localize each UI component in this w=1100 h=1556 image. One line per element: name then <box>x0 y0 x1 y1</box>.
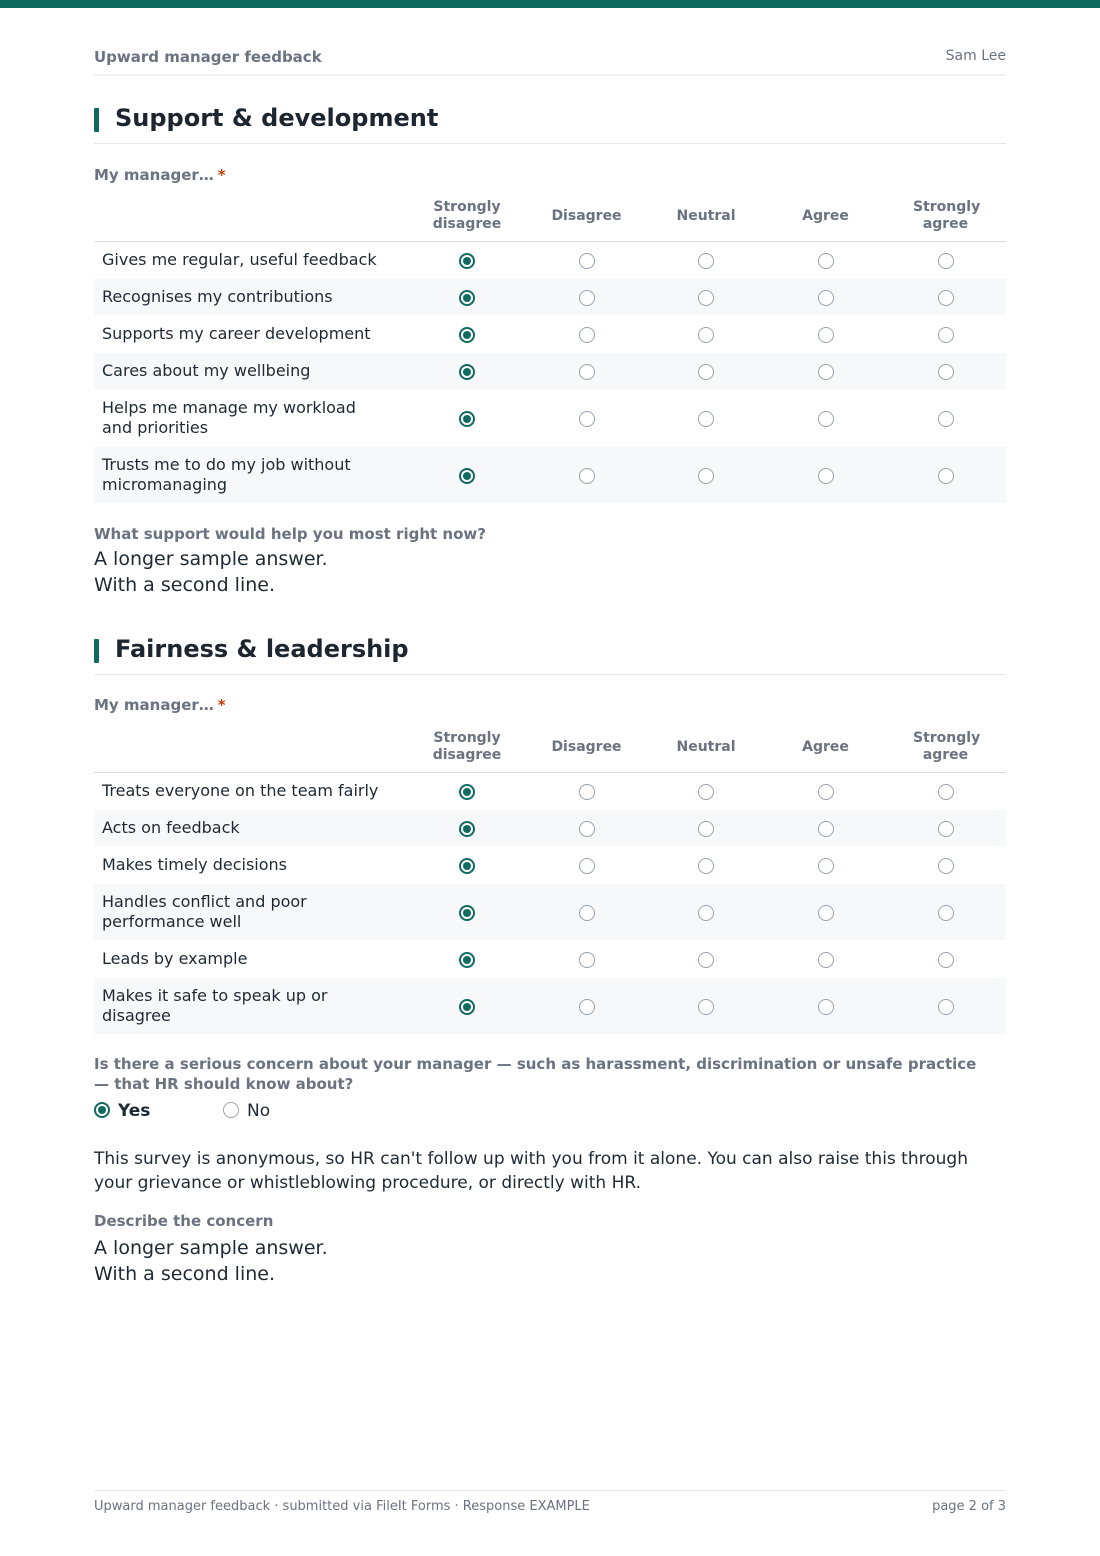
radio-cell <box>527 241 646 278</box>
required-marker: * <box>217 696 226 714</box>
radio-empty-icon[interactable] <box>938 952 954 968</box>
row-statement: Gives me regular, useful feedback <box>94 241 407 278</box>
radio-cell <box>407 389 527 446</box>
radio-cell <box>407 352 527 389</box>
radio-empty-icon[interactable] <box>938 784 954 800</box>
open-answer <box>94 546 1006 598</box>
radio-empty-icon[interactable] <box>818 411 834 427</box>
answer-line: With a second line. <box>94 1263 275 1285</box>
page-number: page 2 of 3 <box>932 1499 1006 1514</box>
radio-cell <box>766 389 885 446</box>
answer-line: With a second line. <box>94 573 275 596</box>
scale-header: Agree <box>766 192 885 241</box>
radio-empty-icon[interactable] <box>579 468 595 484</box>
radio-selected-icon[interactable] <box>459 468 475 484</box>
radio-cell <box>766 809 885 846</box>
radio-empty-icon[interactable] <box>698 905 714 921</box>
radio-selected-icon[interactable] <box>459 364 475 380</box>
radio-cell <box>407 446 527 503</box>
radio-empty-icon[interactable] <box>579 905 595 921</box>
row-statement: Cares about my wellbeing <box>94 352 407 389</box>
likert-header-row <box>94 192 1006 241</box>
radio-empty-icon[interactable] <box>818 253 834 269</box>
table-row <box>94 446 1006 503</box>
scale-header: Strongly disagree <box>407 723 527 772</box>
radio-cell <box>766 977 885 1034</box>
page-footer <box>94 1490 1006 1514</box>
radio-cell <box>646 772 766 809</box>
radio-cell <box>407 772 527 809</box>
radio-cell <box>527 352 646 389</box>
radio-cell <box>646 809 766 846</box>
footer-info: Upward manager feedback · submitted via FileIt Forms · Response EXAMPLE <box>94 1499 590 1514</box>
radio-cell <box>646 446 766 503</box>
top-accent-bar <box>0 0 1100 8</box>
radio-cell <box>885 940 1006 977</box>
row-statement: Supports my career development <box>94 315 407 352</box>
radio-empty-icon[interactable] <box>579 952 595 968</box>
radio-cell <box>407 940 527 977</box>
concern-option-yes[interactable] <box>94 1101 150 1121</box>
radio-selected-icon[interactable] <box>459 784 475 800</box>
radio-empty-icon[interactable] <box>579 999 595 1015</box>
radio-empty-icon[interactable] <box>579 821 595 837</box>
radio-empty-icon[interactable] <box>223 1102 239 1118</box>
radio-cell <box>527 809 646 846</box>
table-row <box>94 389 1006 446</box>
radio-empty-icon[interactable] <box>938 364 954 380</box>
radio-selected-icon[interactable] <box>459 952 475 968</box>
grid-question-label <box>94 696 1006 714</box>
radio-cell <box>885 278 1006 315</box>
radio-cell <box>766 241 885 278</box>
radio-empty-icon[interactable] <box>818 905 834 921</box>
radio-cell <box>407 846 527 883</box>
radio-empty-icon[interactable] <box>698 290 714 306</box>
radio-selected-icon[interactable] <box>459 411 475 427</box>
grid-question-label <box>94 166 1006 184</box>
radio-cell <box>885 883 1006 940</box>
radio-cell <box>766 883 885 940</box>
radio-selected-icon[interactable] <box>459 858 475 874</box>
radio-cell <box>527 772 646 809</box>
section-heading <box>94 635 1006 675</box>
open-question-label: What support would help you most right now? <box>94 524 486 543</box>
option-label: Yes <box>118 1101 151 1121</box>
concern-question <box>94 1054 1006 1094</box>
radio-empty-icon[interactable] <box>938 290 954 306</box>
radio-cell <box>885 315 1006 352</box>
radio-cell <box>885 352 1006 389</box>
radio-empty-icon[interactable] <box>938 858 954 874</box>
radio-cell <box>527 846 646 883</box>
radio-empty-icon[interactable] <box>818 952 834 968</box>
row-statement: Acts on feedback <box>94 809 407 846</box>
table-row <box>94 772 1006 809</box>
radio-cell <box>646 241 766 278</box>
row-statement: Treats everyone on the team fairly <box>94 772 407 809</box>
scale-header: Agree <box>766 723 885 772</box>
radio-empty-icon[interactable] <box>938 253 954 269</box>
option-label: No <box>247 1101 271 1121</box>
likert-grid <box>94 192 1006 504</box>
radio-cell <box>885 977 1006 1034</box>
radio-empty-icon[interactable] <box>818 784 834 800</box>
section-accent-bar <box>94 639 99 663</box>
radio-cell <box>527 389 646 446</box>
radio-empty-icon[interactable] <box>938 468 954 484</box>
likert-header-row <box>94 723 1006 772</box>
radio-selected-icon[interactable] <box>94 1102 110 1118</box>
radio-cell <box>527 940 646 977</box>
table-row <box>94 977 1006 1034</box>
table-row <box>94 883 1006 940</box>
table-row <box>94 352 1006 389</box>
answer-line: A longer sample answer. <box>94 547 328 570</box>
row-statement: Handles conflict and poor performance well <box>94 883 407 940</box>
section-support-development <box>94 104 1006 598</box>
radio-empty-icon[interactable] <box>698 858 714 874</box>
radio-selected-icon[interactable] <box>459 290 475 306</box>
table-row <box>94 278 1006 315</box>
radio-empty-icon[interactable] <box>698 784 714 800</box>
table-row <box>94 241 1006 278</box>
radio-selected-icon[interactable] <box>459 327 475 343</box>
row-statement: Leads by example <box>94 940 407 977</box>
radio-cell <box>766 772 885 809</box>
radio-cell <box>646 352 766 389</box>
scale-header: Strongly disagree <box>407 192 527 241</box>
radio-selected-icon[interactable] <box>459 999 475 1015</box>
section-heading <box>94 104 1006 144</box>
radio-cell <box>766 940 885 977</box>
radio-cell <box>407 315 527 352</box>
radio-cell <box>527 977 646 1034</box>
respondent-name: Sam Lee <box>945 48 1006 64</box>
concern-option-no[interactable] <box>223 1101 270 1121</box>
radio-cell <box>766 315 885 352</box>
row-statement: Trusts me to do my job without micromanaging <box>94 446 407 503</box>
radio-empty-icon[interactable] <box>579 290 595 306</box>
radio-cell <box>885 389 1006 446</box>
radio-empty-icon[interactable] <box>698 327 714 343</box>
scale-header: Strongly agree <box>885 723 1006 772</box>
radio-empty-icon[interactable] <box>818 821 834 837</box>
concern-answer <box>94 1235 1006 1287</box>
row-statement: Makes it safe to speak up or disagree <box>94 977 407 1034</box>
section-title: Fairness & leadership <box>115 635 409 663</box>
describe-concern-label: Describe the concern <box>94 1212 274 1230</box>
radio-empty-icon[interactable] <box>938 905 954 921</box>
radio-empty-icon[interactable] <box>698 999 714 1015</box>
radio-cell <box>527 446 646 503</box>
answer-line: A longer sample answer. <box>94 1237 328 1259</box>
radio-cell <box>766 846 885 883</box>
section-title: Support & development <box>115 104 439 132</box>
radio-empty-icon[interactable] <box>579 858 595 874</box>
scale-header: Disagree <box>527 723 646 772</box>
radio-cell <box>646 315 766 352</box>
table-row <box>94 315 1006 352</box>
radio-cell <box>885 241 1006 278</box>
radio-empty-icon[interactable] <box>818 468 834 484</box>
scale-header: Neutral <box>646 192 766 241</box>
likert-grid <box>94 723 1006 1035</box>
radio-empty-icon[interactable] <box>818 364 834 380</box>
radio-empty-icon[interactable] <box>938 821 954 837</box>
radio-empty-icon[interactable] <box>938 411 954 427</box>
radio-empty-icon[interactable] <box>818 999 834 1015</box>
section-accent-bar <box>94 108 99 132</box>
radio-cell <box>885 772 1006 809</box>
radio-cell <box>407 809 527 846</box>
radio-empty-icon[interactable] <box>579 364 595 380</box>
radio-cell <box>527 315 646 352</box>
radio-cell <box>527 883 646 940</box>
required-marker: * <box>217 166 226 184</box>
row-statement: Makes timely decisions <box>94 846 407 883</box>
radio-empty-icon[interactable] <box>579 411 595 427</box>
radio-cell <box>885 446 1006 503</box>
radio-cell <box>646 846 766 883</box>
row-statement: Helps me manage my workload and priorities <box>94 389 407 446</box>
anonymity-note: This survey is anonymous, so HR can't follow up with you from it alone. You can also raise this through your grievance or whistleblowing procedure, or directly with HR. <box>94 1149 968 1193</box>
document-header <box>94 48 1006 76</box>
radio-selected-icon[interactable] <box>459 253 475 269</box>
radio-cell <box>646 940 766 977</box>
radio-cell <box>646 389 766 446</box>
row-statement: Recognises my contributions <box>94 278 407 315</box>
radio-empty-icon[interactable] <box>698 952 714 968</box>
section-fairness-leadership <box>94 635 1006 1035</box>
radio-cell <box>766 278 885 315</box>
radio-cell <box>766 446 885 503</box>
scale-header: Neutral <box>646 723 766 772</box>
scale-header: Strongly agree <box>885 192 1006 241</box>
table-row <box>94 809 1006 846</box>
radio-selected-icon[interactable] <box>459 821 475 837</box>
radio-cell <box>766 352 885 389</box>
radio-cell <box>407 977 527 1034</box>
radio-cell <box>885 809 1006 846</box>
radio-cell <box>407 883 527 940</box>
radio-cell <box>646 883 766 940</box>
radio-cell <box>407 278 527 315</box>
radio-empty-icon[interactable] <box>818 290 834 306</box>
form-title: Upward manager feedback <box>94 48 322 66</box>
concern-question-label: Is there a serious concern about your manager — such as harassment, discrimination or unsafe practice — that HR should know about? <box>94 1055 977 1093</box>
radio-empty-icon[interactable] <box>698 253 714 269</box>
table-row <box>94 940 1006 977</box>
radio-empty-icon[interactable] <box>698 364 714 380</box>
grid-question-text: My manager… <box>94 166 214 184</box>
radio-empty-icon[interactable] <box>818 327 834 343</box>
radio-empty-icon[interactable] <box>579 327 595 343</box>
radio-empty-icon[interactable] <box>938 999 954 1015</box>
radio-cell <box>527 278 646 315</box>
radio-cell <box>646 977 766 1034</box>
scale-header: Disagree <box>527 192 646 241</box>
concern-yes-no <box>94 1101 494 1125</box>
radio-empty-icon[interactable] <box>579 784 595 800</box>
radio-empty-icon[interactable] <box>938 327 954 343</box>
table-row <box>94 846 1006 883</box>
radio-cell <box>885 846 1006 883</box>
radio-empty-icon[interactable] <box>579 253 595 269</box>
grid-question-text: My manager… <box>94 696 214 714</box>
radio-selected-icon[interactable] <box>459 905 475 921</box>
radio-empty-icon[interactable] <box>698 411 714 427</box>
radio-cell <box>646 278 766 315</box>
radio-empty-icon[interactable] <box>698 468 714 484</box>
radio-empty-icon[interactable] <box>818 858 834 874</box>
radio-cell <box>407 241 527 278</box>
radio-empty-icon[interactable] <box>698 821 714 837</box>
